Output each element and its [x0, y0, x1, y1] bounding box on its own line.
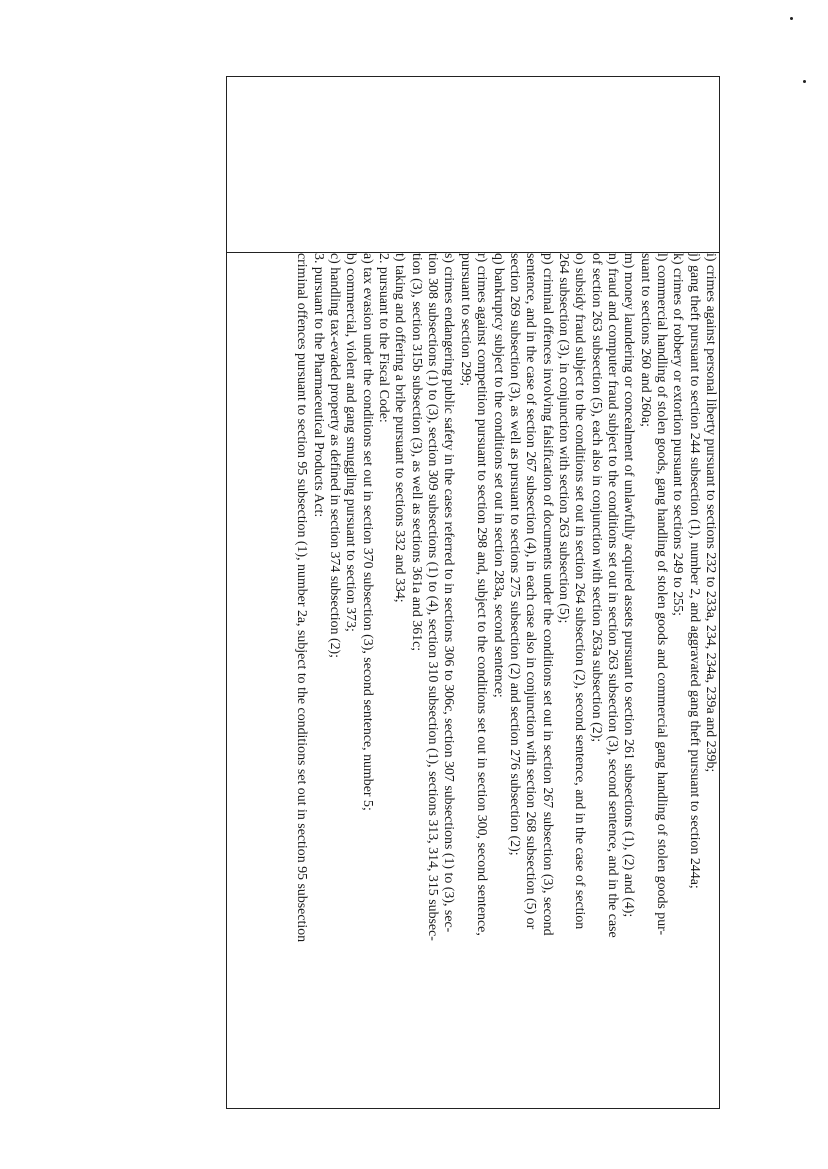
text-line: tion (3), section 315b subsection (3), as well as sections 361a and 361c; — [408, 253, 424, 652]
text-line: n) fraud and computer fraud subject to the conditions set out in section 263 subsection (3), second sentence, and in the case — [604, 253, 620, 938]
text-line: k) crimes of robbery or extortion pursuant to sections 249 to 255; — [670, 253, 686, 617]
text-line: t) taking and offering a bribe pursuant to sections 332 and 334; — [392, 253, 408, 603]
text-line: pursuant to section 299; — [457, 253, 473, 387]
text-line: b) commercial, violent and gang smuggling pursuant to section 373; — [343, 253, 359, 632]
text-line: section 269 subsection (3), as well as pursuant to sections 275 subsection (2) and section 276 subsection (2); — [506, 253, 522, 856]
text-line: 3. pursuant to the Pharmaceutical Products Act: — [310, 253, 326, 518]
text-line: p) criminal offences involving falsification of documents under the conditions set out in section 267 subsection (3), second — [539, 253, 555, 936]
rotated-text-block — [232, 251, 720, 1107]
text-line: c) handling tax-evaded property as defined in section 374 subsection (2); — [327, 253, 343, 659]
text-line: 264 subsection (3), in conjunction with section 263 subsection (5); — [555, 253, 571, 624]
text-line: o) subsidy fraud subject to the conditions set out in section 264 subsection (2), second sentence, and in the case of section — [572, 253, 588, 930]
text-line: suant to sections 260 and 260a; — [637, 253, 653, 427]
text-line: s) crimes endangering public safety in the cases referred to in sections 306 to 306c, section 307 subsections (1) to (3), sec- — [441, 253, 457, 933]
text-line: r) crimes against competition pursuant to section 298 and, subject to the conditions set out in section 300, second sentence, — [474, 253, 490, 936]
text-line: tion 308 subsections (1) to (3), section 309 subsections (1) to (4), section 310 subsection (1), sections 313, 314, 315 subsec- — [425, 253, 441, 941]
scan-speck — [803, 80, 806, 83]
text-line: sentence, and in the case of section 267 subsection (4), in each case also in conjunction with section 268 subsection (5) or — [523, 253, 539, 930]
text-line: criminal offences pursuant to section 95 subsection (1), number 2a, subject to the conditions set out in section 95 subsection — [294, 253, 310, 943]
text-line: q) bankruptcy subject to the conditions set out in section 283a, second sentence; — [490, 253, 506, 698]
text-line: 2. pursuant to the Fiscal Code: — [376, 253, 392, 423]
text-line: j) gang theft pursuant to section 244 subsection (1), number 2, and aggravated gang theft pursuant to section 244a; — [686, 253, 702, 889]
text-line: i) crimes against personal liberty pursuant to sections 232 to 233a, 234, 234a, 239a and 239b; — [703, 253, 718, 773]
text-line: l) commercial handling of stolen goods, gang handling of stolen goods and commercial gang handling of stolen goods pur- — [653, 253, 669, 936]
text-line: a) tax evasion under the conditions set out in section 370 subsection (3), second sentence, number 5; — [359, 253, 375, 811]
document-body — [226, 251, 720, 1109]
text-line: of section 263 subsection (5), each also in conjunction with section 263a subsection (2); — [588, 253, 604, 743]
scan-speck — [790, 17, 793, 20]
text-line: m) money laundering or concealment of unlawfully acquired assets pursuant to section 261 subsections (1), (2) and (4); — [621, 253, 637, 918]
